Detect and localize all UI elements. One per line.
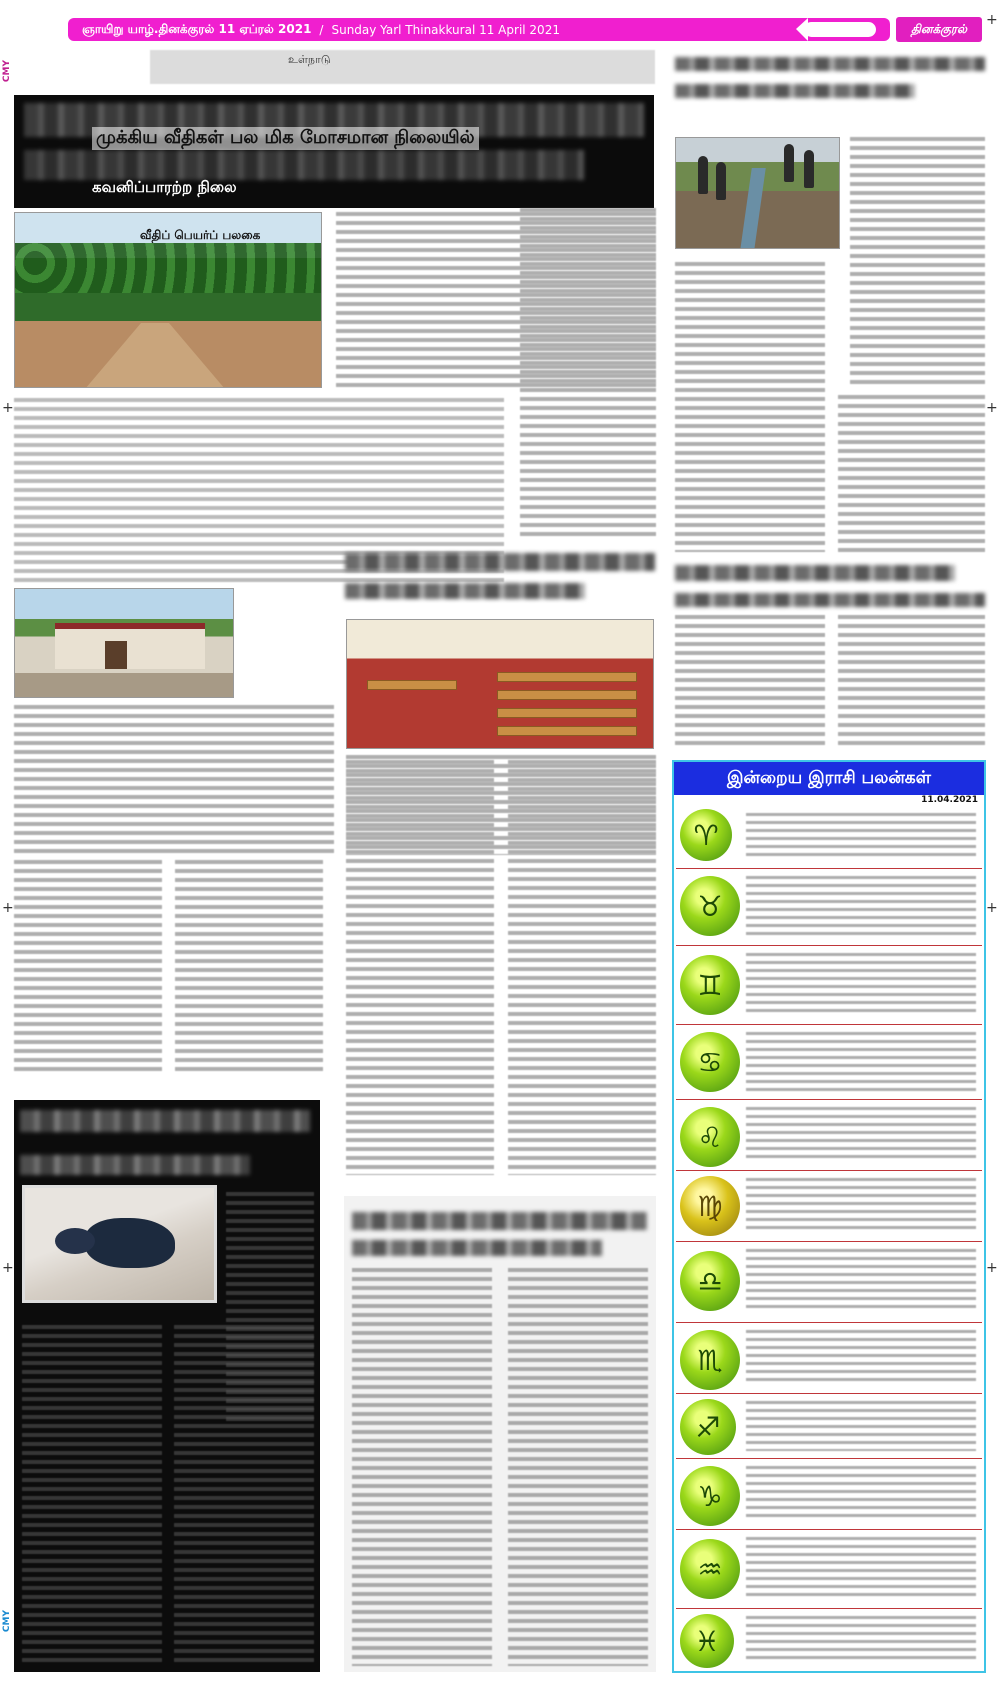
road-photo-caption: வீதிப் பெயர்ப் பலகை bbox=[140, 228, 261, 242]
grey-story-box bbox=[344, 1196, 656, 1672]
story-body-text bbox=[508, 760, 656, 1175]
leo-icon: ♌ bbox=[680, 1107, 740, 1167]
lead-kicker-bar bbox=[150, 50, 655, 84]
libra-icon: ♎ bbox=[680, 1251, 740, 1311]
building-photo[interactable] bbox=[14, 588, 234, 698]
horoscope-row-scorpio[interactable] bbox=[676, 1324, 982, 1394]
horoscope-row-leo[interactable] bbox=[676, 1101, 982, 1171]
newspaper-logo[interactable]: தினக்குரல் bbox=[896, 17, 982, 42]
story-headline-blur bbox=[345, 583, 585, 599]
aquarius-icon: ♒ bbox=[680, 1539, 740, 1599]
pisces-icon: ♓ bbox=[680, 1614, 734, 1668]
dark-story-headline-blur bbox=[20, 1155, 250, 1175]
lead-headline[interactable]: முக்கிய வீதிகள் பல மிக மோசமான நிலையில் bbox=[92, 127, 479, 150]
cancer-icon: ♋ bbox=[680, 1032, 740, 1092]
gemini-icon: ♊ bbox=[680, 955, 740, 1015]
lead-kicker: உள்நாடு bbox=[288, 53, 331, 66]
registration-mark-icon: + bbox=[986, 400, 998, 416]
virgo-icon: ♍ bbox=[680, 1176, 740, 1236]
horoscope-row-cancer[interactable] bbox=[676, 1026, 982, 1100]
registration-mark-icon: + bbox=[986, 900, 998, 916]
lead-subheadline: கவனிப்பாரற்ற நிலை bbox=[92, 178, 237, 196]
meeting-hall-photo[interactable] bbox=[346, 619, 654, 749]
taurus-icon: ♉ bbox=[680, 876, 740, 936]
lead-headline-blur bbox=[24, 150, 584, 180]
horoscope-panel bbox=[672, 760, 986, 1673]
horoscope-title: இன்றைய இராசி பலன்கள் bbox=[674, 762, 984, 795]
page-header-bar bbox=[68, 18, 890, 41]
horoscope-row-sagittarius[interactable] bbox=[676, 1395, 982, 1459]
right-story-headline-blur bbox=[675, 84, 915, 98]
dark-story-body-text bbox=[174, 1325, 314, 1665]
animal-photo[interactable] bbox=[22, 1185, 217, 1303]
story-body-text bbox=[14, 705, 334, 855]
paddy-field-photo[interactable] bbox=[675, 137, 840, 249]
scorpio-icon: ♏ bbox=[680, 1330, 740, 1390]
story-headline-blur bbox=[345, 553, 655, 571]
right-story-headline-blur bbox=[675, 57, 985, 71]
sagittarius-icon: ♐ bbox=[680, 1399, 736, 1455]
horoscope-row-capricorn[interactable] bbox=[676, 1460, 982, 1530]
horoscope-row-aries[interactable] bbox=[676, 807, 982, 869]
header-date-english: Sunday Yarl Thinakkural 11 April 2021 bbox=[331, 22, 560, 37]
capricorn-icon: ♑ bbox=[680, 1466, 740, 1526]
dark-story-body-text bbox=[22, 1325, 162, 1665]
cmyk-mark-icon: CMY bbox=[2, 60, 12, 83]
header-page-pill bbox=[804, 22, 876, 37]
horoscope-row-taurus[interactable] bbox=[676, 870, 982, 946]
story-body-text bbox=[175, 860, 323, 1075]
header-date-tamil: ஞாயிறு யாழ்.தினக்குரல் 11 ஏப்ரல் 2021 bbox=[82, 21, 312, 36]
right-story-headline-blur bbox=[675, 565, 955, 581]
grey-story-headline-blur bbox=[352, 1212, 647, 1230]
story-body-text bbox=[14, 860, 162, 1075]
header-separator: / bbox=[319, 22, 324, 37]
horoscope-row-gemini[interactable] bbox=[676, 947, 982, 1025]
right-story-body-text bbox=[675, 262, 825, 552]
right-story-body-text bbox=[838, 615, 985, 745]
story-body-text bbox=[346, 760, 494, 1175]
grey-story-body-text bbox=[352, 1268, 492, 1666]
cmyk-mark-icon: CMY bbox=[2, 1610, 12, 1633]
horoscope-date: 11.04.2021 bbox=[921, 795, 978, 805]
dark-story-headline-blur bbox=[20, 1110, 310, 1132]
registration-mark-icon: + bbox=[2, 900, 14, 916]
grey-story-headline-blur bbox=[352, 1240, 602, 1256]
grey-story-body-text bbox=[508, 1268, 648, 1666]
registration-mark-icon: + bbox=[2, 400, 14, 416]
registration-mark-icon: + bbox=[986, 12, 998, 28]
right-story-body-text bbox=[675, 615, 825, 745]
aries-icon: ♈ bbox=[680, 809, 732, 861]
registration-mark-icon: + bbox=[2, 1260, 14, 1276]
right-story-body-text bbox=[850, 137, 985, 387]
horoscope-row-aquarius[interactable] bbox=[676, 1531, 982, 1609]
registration-mark-icon: + bbox=[986, 1260, 998, 1276]
right-story-body-text bbox=[838, 395, 985, 552]
lead-body-text bbox=[520, 208, 656, 538]
horoscope-row-virgo[interactable] bbox=[676, 1172, 982, 1242]
horoscope-row-libra[interactable] bbox=[676, 1243, 982, 1323]
right-story-headline-blur bbox=[675, 593, 985, 607]
horoscope-row-pisces[interactable] bbox=[676, 1610, 982, 1670]
